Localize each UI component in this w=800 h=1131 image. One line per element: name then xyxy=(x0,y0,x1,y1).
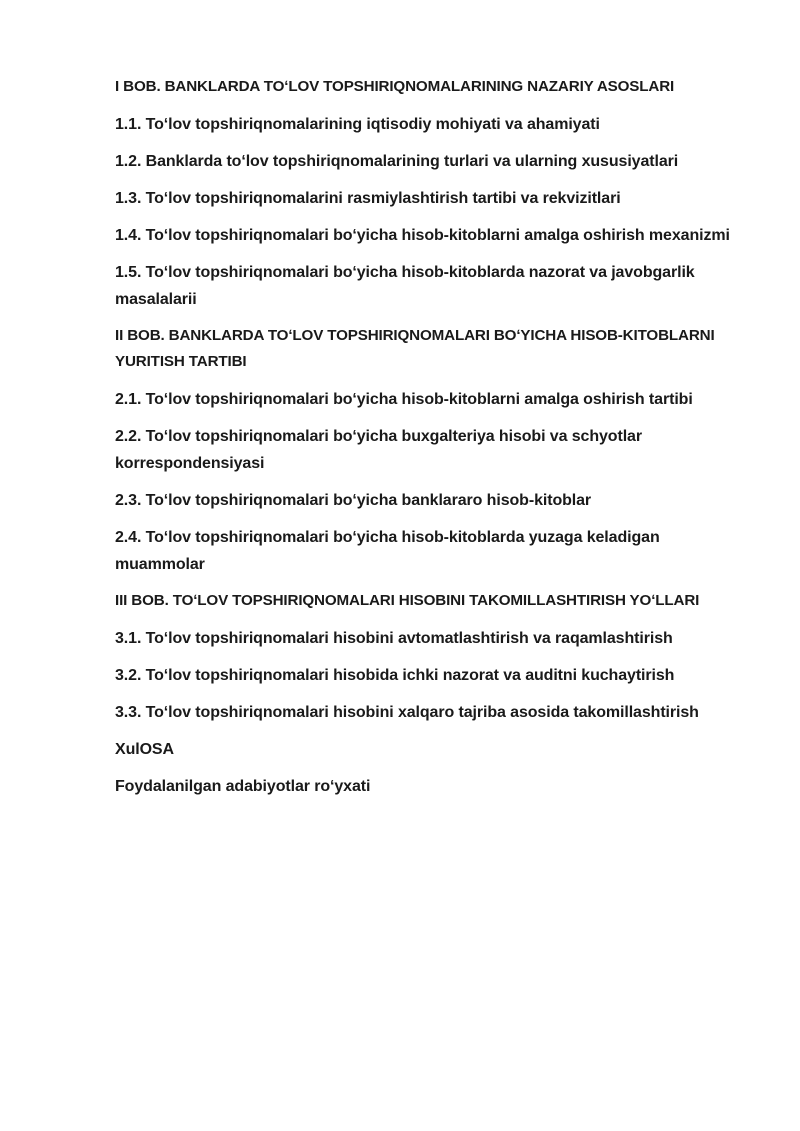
toc-section-2-3: 2.3. Toʻlov topshiriqnomalari boʻyicha banklararo hisob-kitoblar xyxy=(115,492,592,509)
toc-chapter-3: III BOB. TOʻLOV TOPSHIRIQNOMALARI HISOBINI TAKOMILLASHTIRISH YOʻLLARI xyxy=(115,592,700,609)
toc-section-3-2: 3.2. Toʻlov topshiriqnomalari hisobida ichki nazorat va auditni kuchaytirish xyxy=(115,667,675,684)
toc-section-1-5: 1.5. Toʻlov topshiriqnomalari boʻyicha hisob-kitoblarda nazorat va javobgarlik masalalarii xyxy=(115,264,695,308)
table-of-contents xyxy=(115,74,735,810)
toc-chapter-1: I BOB. BANKLARDA TOʻLOV TOPSHIRIQNOMALARINING NAZARIY ASOSLARI xyxy=(115,78,675,95)
toc-section-2-4: 2.4. Toʻlov topshiriqnomalari boʻyicha hisob-kitoblarda yuzaga keladigan muammolar xyxy=(115,529,660,573)
toc-section-1-3: 1.3. Toʻlov topshiriqnomalarini rasmiylashtirish tartibi va rekvizitlari xyxy=(115,190,621,207)
toc-section-1-1: 1.1. Toʻlov topshiriqnomalarining iqtisodiy mohiyati va ahamiyati xyxy=(115,116,600,133)
toc-section-1-4: 1.4. Toʻlov topshiriqnomalari boʻyicha hisob-kitoblarni amalga oshirish mexanizmi xyxy=(115,227,730,244)
toc-section-3-3: 3.3. Toʻlov topshiriqnomalari hisobini xalqaro tajriba asosida takomillashtirish xyxy=(115,704,699,721)
toc-section-3-1: 3.1. Toʻlov topshiriqnomalari hisobini avtomatlashtirish va raqamlashtirish xyxy=(115,630,673,647)
toc-chapter-2: II BOB. BANKLARDA TOʻLOV TOPSHIRIQNOMALARI BOʻYICHA HISOB-KITOBLARNI YURITISH TARTIBI xyxy=(115,327,715,370)
toc-section-1-2: 1.2. Banklarda toʻlov topshiriqnomalarining turlari va ularning xususiyatlari xyxy=(115,153,679,170)
toc-section-2-2: 2.2. Toʻlov topshiriqnomalari boʻyicha buxgalteriya hisobi va schyotlar korrespondensiyasi xyxy=(115,428,642,472)
toc-section-2-1: 2.1. Toʻlov topshiriqnomalari boʻyicha hisob-kitoblarni amalga oshirish tartibi xyxy=(115,391,693,408)
toc-conclusion: XulOSA xyxy=(115,741,174,758)
toc-references: Foydalanilgan adabiyotlar roʻyxati xyxy=(115,778,371,795)
